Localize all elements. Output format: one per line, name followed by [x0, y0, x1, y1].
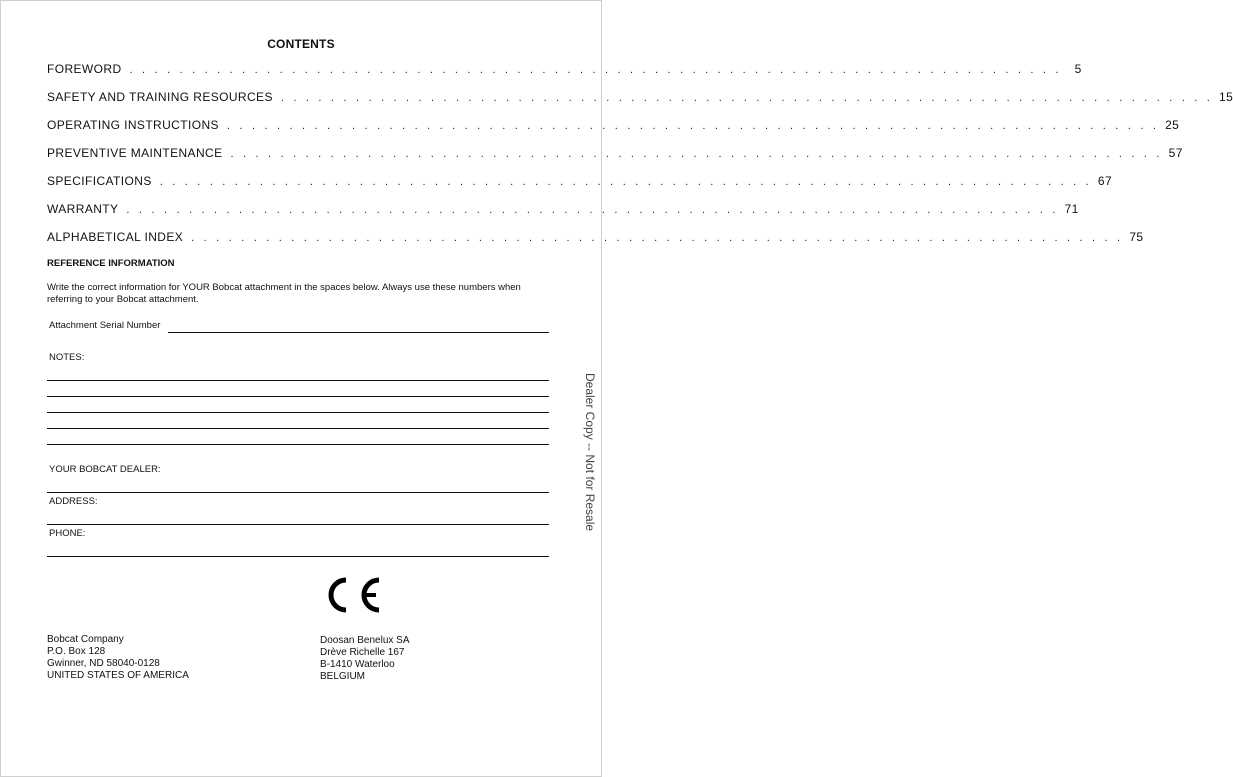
eu-address [320, 635, 410, 683]
toc-entry-page: 71 [1064, 202, 1079, 216]
notes-line [47, 428, 549, 429]
reference-heading: REFERENCE INFORMATION [47, 258, 175, 269]
page-title: CONTENTS [267, 37, 335, 51]
toc-entry-page: 67 [1097, 174, 1113, 188]
serial-number-label: Attachment Serial Number [49, 320, 161, 331]
toc-entry-maintenance[interactable] [47, 146, 1183, 174]
address-line-box: P.O. Box 128 [47, 646, 106, 657]
notes-line [47, 380, 549, 381]
toc-leader-dots: . . . . . . . . . . . . . . . . . . . . . . . . . . . . . . . . . . . . . . . . . . . . . . . . . . . . . . . . . . . . . . . . . . . . . . . . . . . [126, 204, 1059, 216]
ce-mark-logo [319, 567, 395, 623]
toc-entry-page: 75 [1129, 230, 1144, 244]
dealer-line [47, 492, 549, 493]
toc-entry-safety[interactable] [47, 90, 1233, 118]
address-line-country: UNITED STATES OF AMERICA [47, 670, 189, 681]
toc-leader-dots: . . . . . . . . . . . . . . . . . . . . . . . . . . . . . . . . . . . . . . . . . . . . . . . . . . . . . . . . . . . . . . . . . . . . . . . . . . . [129, 64, 1062, 76]
notes-line [47, 412, 549, 413]
toc-entry-label: SAFETY AND TRAINING RESOURCES [47, 90, 273, 104]
address-label: ADDRESS: [49, 496, 98, 507]
table-of-contents [47, 62, 1233, 258]
notes-line [47, 444, 549, 445]
phone-line [47, 556, 549, 557]
toc-entry-label: FOREWORD [47, 62, 122, 76]
toc-entry-foreword[interactable] [47, 62, 1082, 90]
toc-entry-specifications[interactable] [47, 174, 1113, 202]
toc-entry-page: 15 [1219, 90, 1233, 104]
toc-leader-dots: . . . . . . . . . . . . . . . . . . . . . . . . . . . . . . . . . . . . . . . . . . . . . . . . . . . . . . . . . . . . . . . . . . . . . . . . . . . [280, 92, 1214, 104]
address-line-company: Bobcat Company [47, 634, 124, 645]
toc-entry-label: OPERATING INSTRUCTIONS [47, 118, 219, 132]
address-line-street: Drève Richelle 167 [320, 647, 405, 658]
us-address [47, 634, 189, 682]
address-line-company: Doosan Benelux SA [320, 635, 410, 646]
toc-leader-dots: . . . . . . . . . . . . . . . . . . . . . . . . . . . . . . . . . . . . . . . . . . . . . . . . . . . . . . . . . . . . . . . . . . . . . . . . . . . [230, 148, 1163, 160]
serial-number-line [168, 332, 549, 333]
notes-label: NOTES: [49, 352, 85, 363]
toc-entry-label: ALPHABETICAL INDEX [47, 230, 184, 244]
toc-entry-page: 5 [1074, 62, 1082, 76]
address-line [47, 524, 549, 525]
toc-entry-index[interactable] [47, 230, 1144, 258]
toc-entry-label: WARRANTY [47, 202, 119, 216]
dealer-label: YOUR BOBCAT DEALER: [49, 464, 161, 475]
toc-entry-label: PREVENTIVE MAINTENANCE [47, 146, 223, 160]
toc-entry-operating[interactable] [47, 118, 1180, 146]
notes-line [47, 396, 549, 397]
reference-instructions: Write the correct information for YOUR Bobcat attachment in the spaces below. Always use these numbers when referring to your Bobcat attachment. [47, 282, 521, 305]
toc-entry-page: 25 [1165, 118, 1180, 132]
address-line-country: BELGIUM [320, 671, 366, 682]
address-line-city: Gwinner, ND 58040-0128 [47, 658, 160, 669]
toc-leader-dots: . . . . . . . . . . . . . . . . . . . . . . . . . . . . . . . . . . . . . . . . . . . . . . . . . . . . . . . . . . . . . . . . . . . . . . . . . . . [226, 120, 1160, 132]
toc-leader-dots: . . . . . . . . . . . . . . . . . . . . . . . . . . . . . . . . . . . . . . . . . . . . . . . . . . . . . . . . . . . . . . . . . . . . . . . . . . . [191, 232, 1124, 244]
toc-entry-page: 57 [1168, 146, 1183, 160]
dealer-copy-watermark: Dealer Copy -- Not for Resale [583, 373, 597, 532]
toc-entry-label: SPECIFICATIONS [47, 174, 152, 188]
address-line-city: B-1410 Waterloo [320, 659, 395, 670]
toc-entry-warranty[interactable] [47, 202, 1079, 230]
toc-leader-dots: . . . . . . . . . . . . . . . . . . . . . . . . . . . . . . . . . . . . . . . . . . . . . . . . . . . . . . . . . . . . . . . . . . . . . . . . . . . [159, 176, 1092, 188]
phone-label: PHONE: [49, 528, 86, 539]
